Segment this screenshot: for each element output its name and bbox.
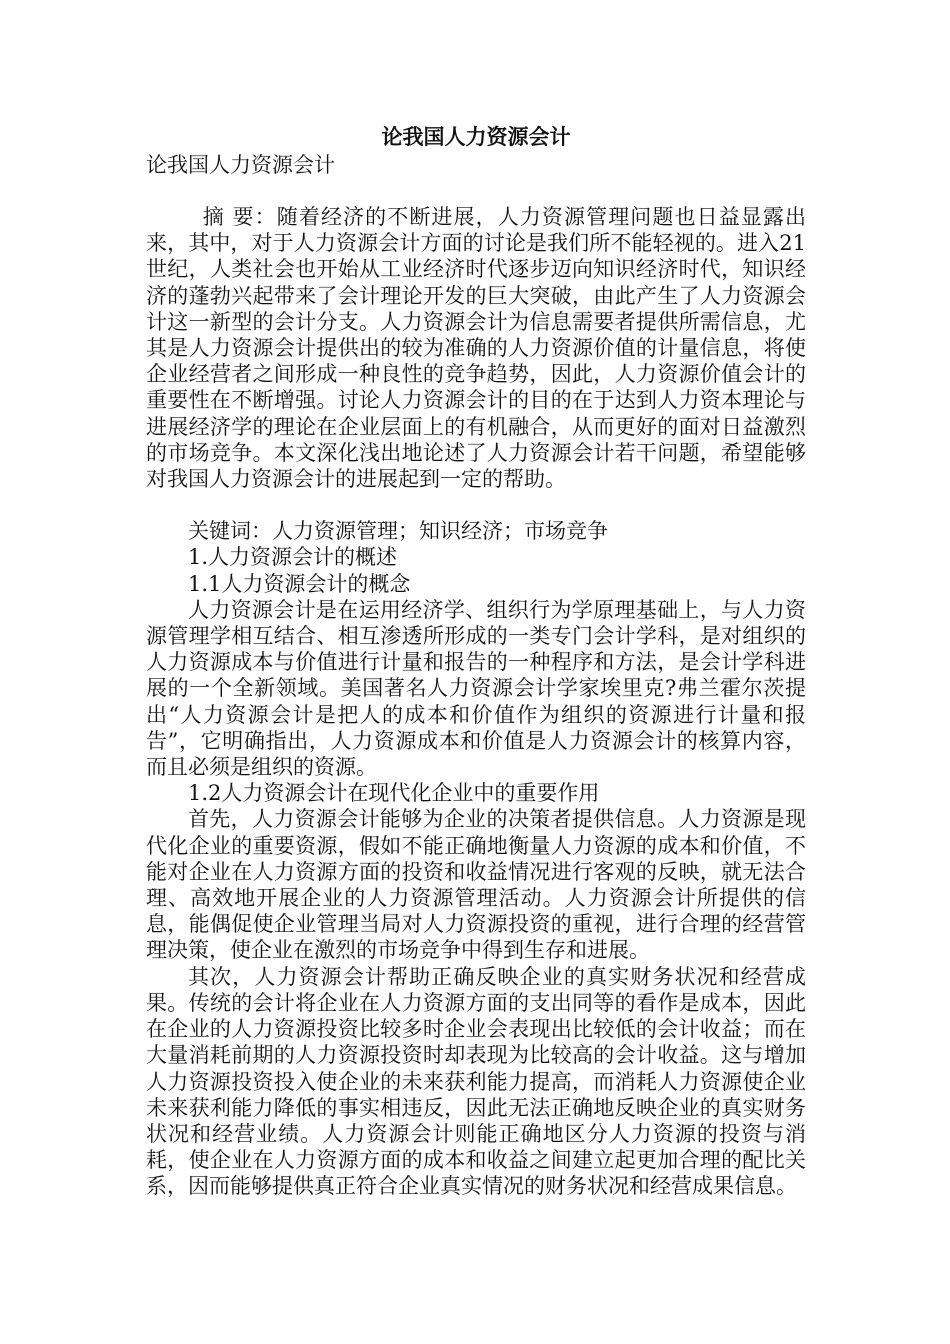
section-1-1-heading: 1.1人力资源会计的概念 — [188, 571, 411, 596]
abstract-paragraph: 摘 要：随着经济的不断进展，人力资源管理问题也日益显露出来，其中，对于人力资源会计方面的讨论是我们所不能轻视的。进入21世纪，人类社会也开始从工业经济时代逐步迈向知识经济时代，知识经济的蓬勃兴起带来了会计理论开发的巨大突破，由此产生了人力资源会计这一新型的会计分支。人力资源会计为信息需要者提供所需信息，尤其是人力资源会计提供出的较为准确的人力资源价值的计量信息，将使企业经营者之间形成一种良性的竞争趋势，因此，人力资源价值会计的重要性在不断增强。讨论人力资源会计的目的在于达到人力资本理论与进展经济学的理论在企业层面上的有机融合，从而更好的面对日益激烈的市场竞争。本文深化浅出地论述了人力资源会计若干问题，希望能够对我国人力资源会计的进展起到一定的帮助。 — [146, 205, 806, 492]
spacer — [146, 492, 806, 518]
document-subtitle: 论我国人力资源会计 — [146, 153, 335, 177]
document-page — [146, 122, 806, 1200]
keywords-line: 关键词：人力资源管理；知识经济；市场竞争 — [188, 519, 608, 544]
section-1-1-paragraph: 人力资源会计是在运用经济学、组织行为学原理基础上，与人力资源管理学相互结合、相互渗透所形成的一类专门会计学科，是对组织的人力资源成本与价值进行计量和报告的一种程序和方法，是会计学科进展的一个全新领域。美国著名人力资源会计学家埃里克?弗兰霍尔茨提出“人力资源会计是把人的成本和价值作为组织的资源进行计量和报告”，它明确指出，人力资源成本和价值是人力资源会计的核算内容，而且必须是组织的资源。 — [146, 597, 806, 780]
section-1-2-heading: 1.2人力资源会计在现代化企业中的重要作用 — [188, 781, 600, 806]
document-title: 论我国人力资源会计 — [381, 124, 571, 149]
section-1-2-paragraph-2: 其次，人力资源会计帮助正确反映企业的真实财务状况和经营成果。传统的会计将企业在人力资源方面的支出同等的看作是成本，因此在企业的人力资源投资比较多时企业会表现出比较低的会计收益；而在大量消耗前期的人力资源投资时却表现为比较高的会计收益。这与增加人力资源投资投入使企业的未来获利能力提高，而消耗人力资源使企业未来获利能力降低的事实相违反，因此无法正确地反映企业的真实财务状况和经营业绩。人力资源会计则能正确地区分人力资源的投资与消耗，使企业在人力资源方面的成本和收益之间建立起更加合理的配比关系，因而能够提供真正符合企业真实情况的财务状况和经营成果信息。 — [146, 964, 806, 1199]
section-1-heading: 1.人力资源会计的概述 — [188, 545, 398, 570]
section-1-2-paragraph-1: 首先，人力资源会计能够为企业的决策者提供信息。人力资源是现代化企业的重要资源，假如不能正确地衡量人力资源的成本和价值，不能对企业在人力资源方面的投资和收益情况进行客观的反映，就无法合理、高效地开展企业的人力资源管理活动。人力资源会计所提供的信息，能偶促使企业管理当局对人力资源投资的重视，进行合理的经营管理决策，使企业在激烈的市场竞争中得到生存和进展。 — [146, 807, 806, 963]
